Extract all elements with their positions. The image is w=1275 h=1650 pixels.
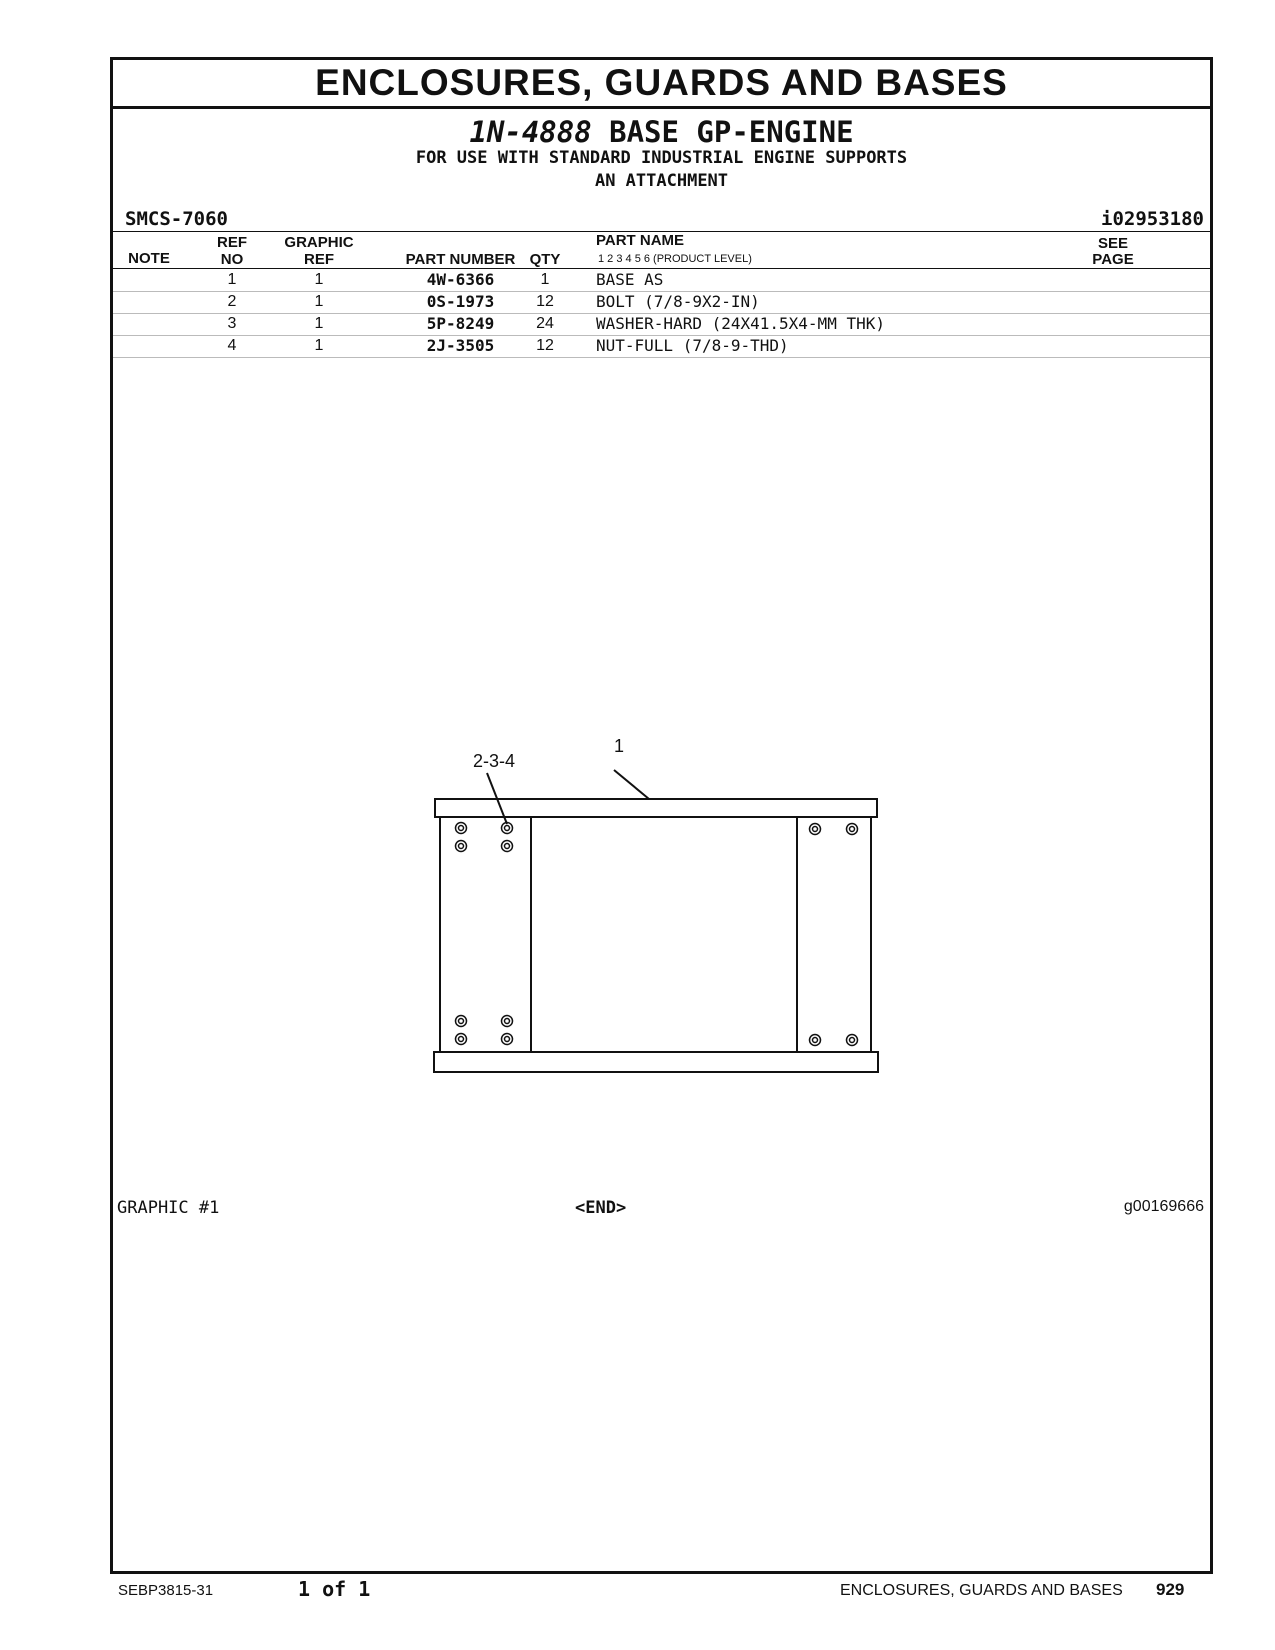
part-name: BOLT (7/8-9X2-IN) [596,292,760,311]
title-part-number: 1N-4888 [469,115,592,149]
col-see-page-bottom: PAGE [1092,251,1134,268]
smcs-code: SMCS-7060 [125,208,228,230]
section-banner: ENCLOSURES, GUARDS AND BASES [113,60,1210,109]
page-number: 929 [1156,1580,1185,1599]
graphic-ref: 1 [314,337,324,354]
col-part-number: PART NUMBER [405,251,516,268]
quantity: 12 [536,293,554,310]
col-ref-no-top: REF [217,234,247,251]
document-id: i02953180 [1101,208,1204,230]
title-name: BASE GP-ENGINE [609,115,854,149]
col-graphic-ref-top: GRAPHIC [284,234,354,251]
graphic-id: g00169666 [1123,1198,1204,1215]
col-part-name: PART NAME [596,232,685,249]
callout-leader-1 [614,770,649,799]
ref-no: 4 [227,337,237,354]
subtitle-line-2: AN ATTACHMENT [594,171,729,191]
bottom-rail [434,1052,878,1072]
page-frame [110,57,1213,1574]
callout-2-3-4: 2-3-4 [473,751,516,771]
col-see-page-top: SEE [1097,235,1128,252]
col-qty: QTY [529,251,561,268]
end-marker: <END> [575,1198,627,1218]
part-number: 5P-8249 [426,314,495,333]
col-graphic-ref-bottom: REF [304,251,334,268]
graphic-label: GRAPHIC #1 [117,1198,220,1218]
part-name: WASHER-HARD (24X41.5X4-MM THK) [596,314,885,333]
footer-section: ENCLOSURES, GUARDS AND BASES [840,1582,1123,1599]
callout-1: 1 [614,736,625,756]
graphic-ref: 1 [314,315,324,332]
quantity: 12 [536,337,554,354]
part-number: 2J-3505 [426,336,495,355]
page-of: 1 of 1 [298,1577,371,1601]
part-name: BASE AS [596,270,664,289]
graphic-ref: 1 [314,293,324,310]
part-number: 0S-1973 [426,292,495,311]
ref-no: 1 [227,271,237,288]
col-ref-no-bottom: NO [220,251,244,268]
part-number: 4W-6366 [426,270,495,289]
col-note: NOTE [128,250,170,267]
subtitle-line-1: FOR USE WITH STANDARD INDUSTRIAL ENGINE SUPPORTS [415,148,908,168]
col-product-levels: 1 2 3 4 5 6 (PRODUCT LEVEL) [598,253,752,265]
ref-no: 2 [227,293,237,310]
doc-number: SEBP3815-31 [118,1582,214,1599]
quantity: 24 [536,315,554,332]
quantity: 1 [540,271,550,288]
ref-no: 3 [227,315,237,332]
graphic-ref: 1 [314,271,324,288]
part-name: NUT-FULL (7/8-9-THD) [596,336,789,355]
base-frame-drawing [113,60,1210,1571]
